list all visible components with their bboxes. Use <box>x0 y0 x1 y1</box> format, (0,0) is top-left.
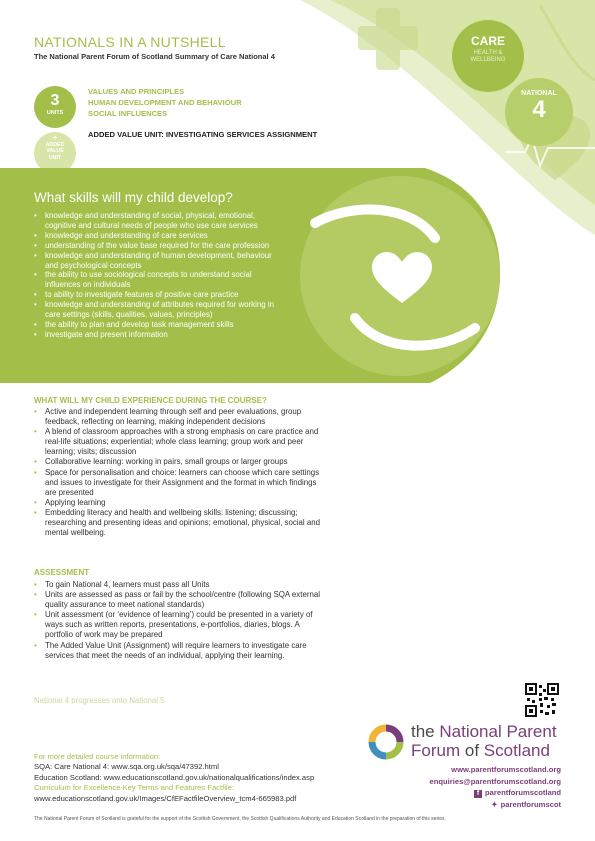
brand-name <box>411 722 557 760</box>
experience-list <box>34 407 324 538</box>
list-item: • Active and independent learning through self and peer evaluations, group feedback, reflecting on learning, making independent decisions <box>34 407 324 427</box>
units-count: 3 <box>50 92 60 109</box>
level-label: NATIONAL <box>521 90 557 97</box>
brand-forum: Forum <box>411 741 461 760</box>
list-item: • Collaborative learning: working in pairs, small groups or larger groups <box>34 457 324 467</box>
experience-heading: WHAT WILL MY CHILD EXPERIENCE DURING THE COURSE? <box>34 396 267 405</box>
subject-subtitle: HEALTH & WELLBEING <box>470 50 506 63</box>
unit-item: HUMAN DEVELOPMENT AND BEHAVIOUR <box>88 98 242 107</box>
facebook-label: parentforumscotland <box>485 788 561 797</box>
added-line-3: UNIT <box>48 154 62 161</box>
added-line-2: VALUE <box>46 148 64 155</box>
twitter-link[interactable] <box>430 799 561 811</box>
skills-list <box>34 211 284 340</box>
brand-logo-icon <box>368 724 404 760</box>
list-item: • knowledge and understanding of attributes required for working in care settings (skills, qualities, values, principles) <box>34 300 284 320</box>
level-number: 4 <box>532 96 546 123</box>
cfe-link[interactable]: www.educationscotland.gov.uk/Images/CfEFactfileOverview_tcm4-665983.pdf <box>34 793 297 803</box>
list-item: • understanding of the value base required for the care profession <box>34 241 284 251</box>
brand-scotland: Scotland <box>483 741 550 760</box>
added-value-unit: ADDED VALUE UNIT: INVESTIGATING SERVICES ASSIGNMENT <box>88 130 318 139</box>
facebook-link[interactable] <box>430 787 561 799</box>
list-item: • Units are assessed as pass or fail by the school/centre (following SQA external quality assurance to meet national standards) <box>34 590 324 610</box>
more-info-heading: For more detailed course information: <box>34 752 161 761</box>
brand-prefix: the <box>411 722 435 741</box>
list-item: • Unit assessment (or ‘evidence of learning’) could be presented in a variety of ways such as written reports, presentations, e-portfolios, diaries, blogs. A portfolio of work may be prepared <box>34 610 324 640</box>
list-item: • Space for personalisation and choice: learners can choose which care settings and issues to investigate for their Assignment and the format in which findings are presented <box>34 468 324 498</box>
list-item: • the ability to use sociological concepts to understand social influences on individuals <box>34 270 284 290</box>
brand-name-line1: National Parent <box>439 722 557 741</box>
list-item: • A blend of classroom approaches with a strong emphasis on care practice and real-life situations; experiential; whole class learning; group work and peer learning; visits; discussion <box>34 427 324 457</box>
list-item: • knowledge and understanding of human development, behaviour and psychological concepts <box>34 251 284 271</box>
email-link[interactable]: enquiries@parentforumscotland.org <box>429 776 561 786</box>
assessment-heading: ASSESSMENT <box>34 568 90 577</box>
progression-note: National 4 progresses onto National 5 <box>34 696 165 705</box>
list-item: • knowledge and understanding of care services <box>34 231 284 241</box>
subject-badge <box>452 20 524 92</box>
units-list <box>88 86 242 119</box>
unit-item: SOCIAL INFLUENCES <box>88 109 168 118</box>
list-item: • to ability to investigate features of positive care practice <box>34 290 284 300</box>
list-item: • investigate and present information <box>34 330 284 340</box>
contact-links <box>430 764 561 810</box>
website-link[interactable]: www.parentforumscotland.org <box>451 765 561 774</box>
list-item: • To gain National 4, learners must pass all Units <box>34 580 324 590</box>
unit-item: VALUES AND PRINCIPLES <box>88 87 185 96</box>
units-label: UNITS <box>46 110 64 116</box>
skills-heading: What skills will my child develop? <box>34 190 233 205</box>
cfe-heading: Curriculum for Excellence Key Terms and Features Factfile: <box>34 783 234 793</box>
twitter-label: parentforumscot <box>500 799 561 809</box>
added-plus: + <box>52 135 58 142</box>
twitter-icon: ✦ <box>491 799 498 809</box>
added-line-1: ADDED <box>45 142 65 149</box>
footer-info <box>34 752 314 804</box>
qr-code-icon <box>525 683 559 717</box>
list-item: • Embedding literacy and health and wellbeing skills: listening; discussing; researching and presenting ideas and opinions; emotional, physical, social and mental wellbeing. <box>34 508 324 538</box>
facebook-icon: f <box>474 790 482 798</box>
assessment-list <box>34 580 324 661</box>
list-item: • the ability to plan and develop task management skills <box>34 320 284 330</box>
page-title: NATIONALS IN A NUTSHELL <box>34 34 226 50</box>
sqa-link[interactable]: SQA: Care National 4: www.sqa.org.uk/sqa/47392.html <box>34 762 219 772</box>
subject-name: CARE <box>470 34 505 48</box>
education-scotland-link[interactable]: Education Scotland: www.educationscotland.gov.uk/nationalqualifications/index.asp <box>34 772 315 782</box>
list-item: • The Added Value Unit (Assignment) will require learners to investigate care services that meet the needs of an individual, applying their learning. <box>34 641 324 661</box>
level-badge <box>505 78 573 146</box>
page-subtitle: The National Parent Forum of Scotland Summary of Care National 4 <box>34 52 275 61</box>
list-item: • Applying learning <box>34 498 324 508</box>
list-item: • knowledge and understanding of social, physical, emotional, cognitive and cultural needs of people who use care services <box>34 211 284 231</box>
acknowledgement: The National Parent Forum of Scotland is grateful for the support of the Scottish Government, the Scottish Qualifications Authority and Education Scotland in the preparation of this series. <box>34 816 446 822</box>
units-badge <box>34 86 76 128</box>
brand-of: of <box>464 741 480 760</box>
